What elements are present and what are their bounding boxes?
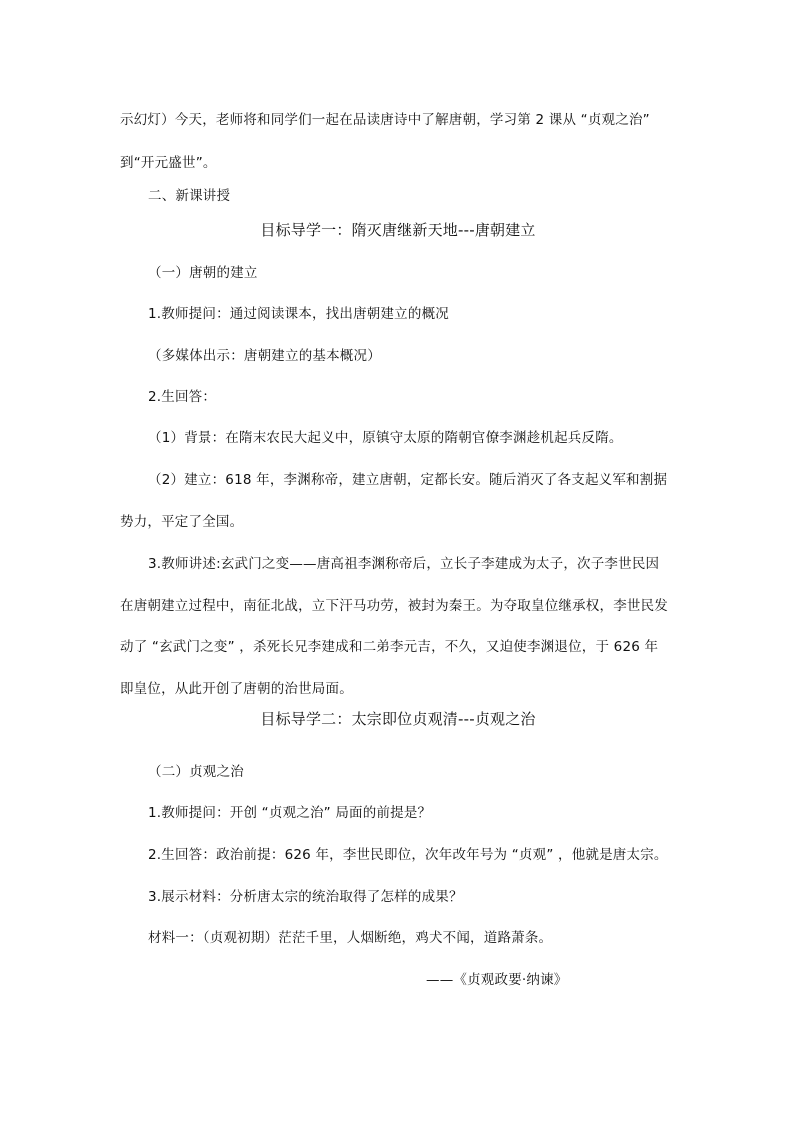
- teacher-question-2: 1.教师提问：开创 “贞观之治” 局面的前提是？: [148, 805, 432, 821]
- media-note: （多媒体出示：唐朝建立的基本概况）: [148, 348, 381, 364]
- lecture-line-4: 即皇位，从此开创了唐朝的治世局面。: [120, 681, 353, 697]
- intro-line-1: 示幻灯）今天，老师将和同学们一起在品读唐诗中了解唐朝，学习第 2 课从 “贞观之治”: [120, 112, 650, 128]
- subheading-1: （一）唐朝的建立: [148, 265, 258, 281]
- material-quote-1: 材料一：（贞观初期）茫茫千里，人烟断绝，鸡犬不闻，道路萧条。: [148, 930, 553, 946]
- student-answer-label: 2.生回答：: [148, 389, 217, 405]
- student-answer-2: 2.生回答：政治前提：626 年，李世民即位，次年改年号为 “贞观” ，他就是唐太宗。: [148, 847, 668, 863]
- founding-point-line-2: 势力，平定了全国。: [120, 514, 244, 530]
- teacher-question-1: 1.教师提问：通过阅读课本，找出唐朝建立的概况: [148, 306, 449, 322]
- goal-heading-1: 目标导学一：隋灭唐继新天地---唐朝建立: [260, 221, 536, 239]
- lecture-line-2: 在唐朝建立过程中，南征北战，立下汗马功劳，被封为秦王。为夺取皇位继承权，李世民发: [120, 598, 668, 614]
- goal-heading-2: 目标导学二：太宗即位贞观清---贞观之治: [260, 710, 536, 728]
- material-source-1: ——《贞观政要·纳谏》: [426, 972, 568, 988]
- lecture-line-1: 3.教师讲述:玄武门之变——唐高祖李渊称帝后，立长子李建成为太子，次子李世民因: [148, 556, 660, 572]
- lecture-line-3: 动了 “玄武门之变” ，杀死长兄李建成和二弟李元吉，不久，又迫使李渊退位，于 626 年: [120, 639, 659, 655]
- material-prompt: 3.展示材料：分析唐太宗的统治取得了怎样的成果？: [148, 889, 463, 905]
- subheading-2: （二）贞观之治: [148, 764, 244, 780]
- section-heading: 二、新课讲授: [148, 188, 231, 204]
- background-point: （1）背景：在隋末农民大起义中，原镇守太原的隋朝官僚李渊趁机起兵反隋。: [148, 430, 623, 446]
- intro-line-2: 到“开元盛世”。: [120, 155, 217, 171]
- founding-point-line-1: （2）建立：618 年，李渊称帝，建立唐朝，定都长安。随后消灭了各支起义军和割据: [148, 472, 668, 488]
